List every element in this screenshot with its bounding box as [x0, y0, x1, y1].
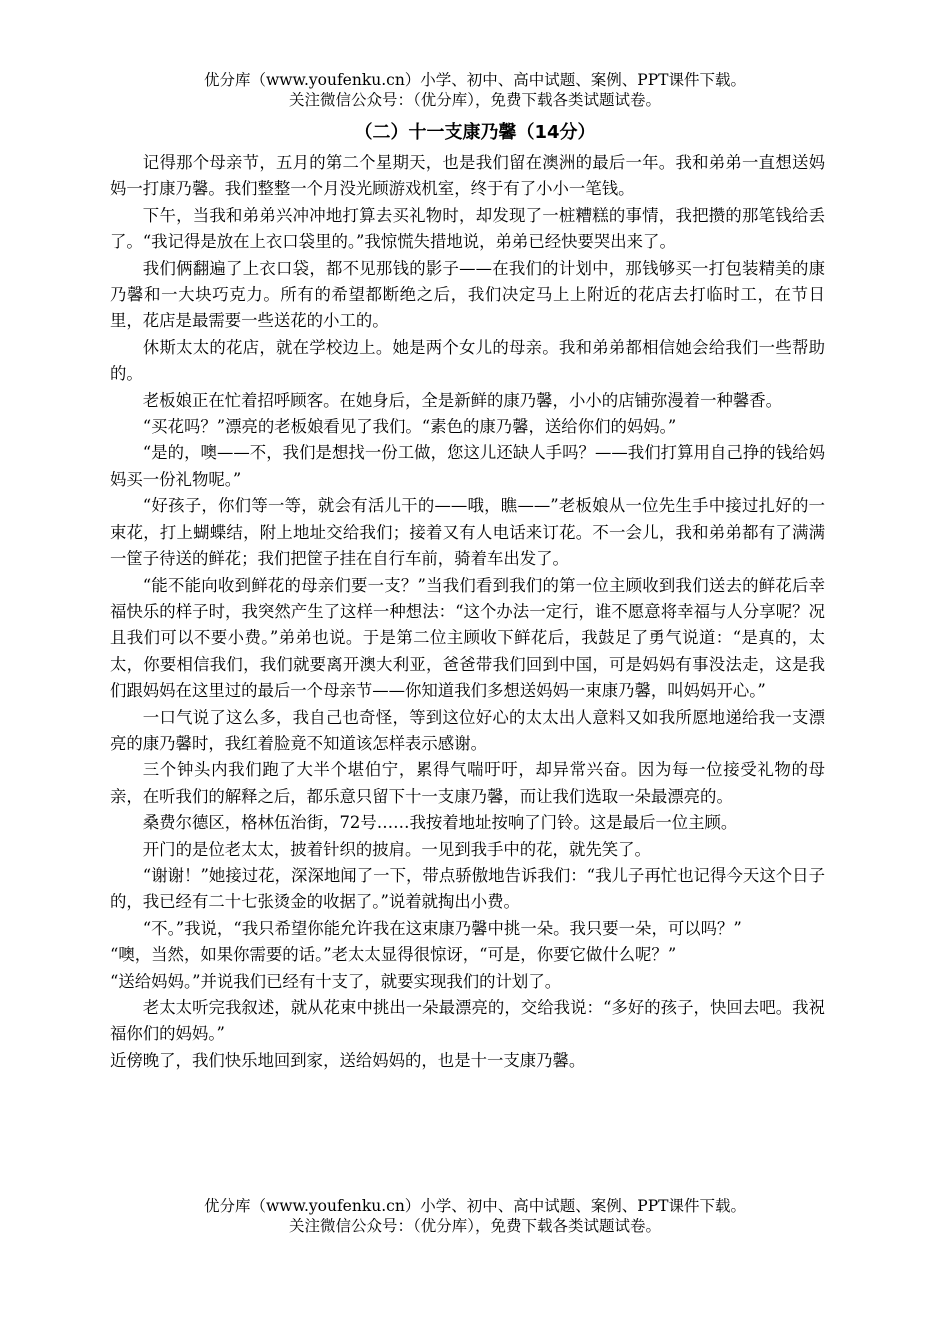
header-line-2: 关注微信公众号：（优分库），免费下载各类试题试卷。: [288, 91, 661, 109]
paragraph: “买花吗？”漂亮的老板娘看见了我们。“素色的康乃馨，送给你们的妈妈。”: [142, 417, 677, 437]
page-header: [0, 70, 950, 110]
paragraph: “是的，噢——不，我们是想找一份工做，您这儿还缺人手吗？——我们打算用自己挣的钱给妈妈买一份礼物呢。”: [110, 443, 825, 489]
paragraph: 桑费尔德区，格林伍治街，72号……我按着地址按响了门铃。这是最后一位主顾。: [142, 813, 738, 833]
page-footer: [0, 1196, 950, 1236]
paragraph: “能不能向收到鲜花的母亲们要一支？”当我们看到我们的第一位主顾收到我们送去的鲜花后幸福快乐的样子时，我突然产生了这样一种想法：“这个办法一定行，谁不愿意将幸福与人分享呢？况且我们可以不要小费。”弟弟也说。于是第二位主顾收下鲜花后，我鼓足了勇气说道：“是真的，太太，你要相信我们，我们就要离开澳大利亚，爸爸带我们回到中国，可是妈妈有事没法走，这是我们跟妈妈在这里过的最后一个母亲节——你知道我们多想送妈妈一束康乃馨，叫妈妈开心。”: [110, 575, 825, 701]
paragraph: 下午，当我和弟弟兴冲冲地打算去买礼物时，却发现了一桩糟糕的事情，我把攒的那笔钱给丢了。“我记得是放在上衣口袋里的。”我惊慌失措地说，弟弟已经快要哭出来了。: [110, 205, 825, 252]
paragraph: 三个钟头内我们跑了大半个堪伯宁，累得气喘吁吁，却异常兴奋。因为每一位接受礼物的母亲，在听我们的解释之后，都乐意只留下十一支康乃馨，而让我们选取一朵最漂亮的。: [110, 760, 825, 806]
paragraph: “不。”我说，“我只希望你能允许我在这束康乃馨中挑一朵。我只要一朵，可以吗？”: [142, 918, 742, 938]
paragraph: “谢谢！”她接过花，深深地闻了一下，带点骄傲地告诉我们：“我儿子再忙也记得今天这个日子的，我已经有二十七张烫金的收据了。”说着就掏出小费。: [110, 865, 825, 912]
footer-line-1: 优分库（www.youfenku.cn）小学、初中、高中试题、案例、PPT课件下载。: [203, 1197, 747, 1215]
paragraph: 老板娘正在忙着招呼顾客。在她身后，全是新鲜的康乃馨，小小的店铺弥漫着一种馨香。: [142, 390, 783, 410]
paragraph: “好孩子，你们等一等，就会有活儿干的——哦，瞧——”老板娘从一位先生手中接过扎好的一束花，打上蝴蝶结，附上地址交给我们；接着又有人电话来订花。不一会儿，我和弟弟都有了满满一筐子待送的鲜花；我们把筐子挂在自行车前，骑着车出发了。: [110, 496, 825, 569]
header-line-1: 优分库（www.youfenku.cn）小学、初中、高中试题、案例、PPT课件下载。: [203, 71, 747, 89]
paragraph: 我们俩翻遍了上衣口袋，都不见那钱的影子——在我们的计划中，那钱够买一打包装精美的康乃馨和一大块巧克力。所有的希望都断绝之后，我们决定马上上附近的花店去打临时工，在节日里，花店是最需要一些送花的小工的。: [110, 258, 825, 331]
article-title: （二）十一支康乃馨（14分）: [354, 122, 596, 143]
paragraph: 记得那个母亲节，五月的第二个星期天，也是我们留在澳洲的最后一年。我和弟弟一直想送妈妈一打康乃馨。我们整整一个月没光顾游戏机室，终于有了小小一笔钱。: [110, 153, 825, 199]
article-body: [110, 150, 825, 1074]
paragraph: 老太太听完我叙述，就从花束中挑出一朵最漂亮的，交给我说：“多好的孩子，快回去吧。我祝福你们的妈妈。”: [110, 998, 825, 1044]
paragraph: 近傍晚了，我们快乐地回到家，送给妈妈的，也是十一支康乃馨。: [110, 1050, 586, 1070]
paragraph: “送给妈妈。”并说我们已经有十支了，就要实现我们的计划了。: [110, 971, 562, 991]
paragraph: 休斯太太的花店，就在学校边上。她是两个女儿的母亲。我和弟弟都相信她会给我们一些帮助的。: [110, 337, 825, 384]
footer-line-2: 关注微信公众号：（优分库），免费下载各类试题试卷。: [288, 1217, 661, 1235]
paragraph: 开门的是位老太太，披着针织的披肩。一见到我手中的花，就先笑了。: [142, 839, 651, 859]
paragraph: “噢，当然，如果你需要的话。”老太太显得很惊讶，“可是，你要它做什么呢？”: [110, 945, 677, 965]
paragraph: 一口气说了这么多，我自己也奇怪，等到这位好心的太太出人意料又如我所愿地递给我一支漂亮的康乃馨时，我红着脸竟不知道该怎样表示感谢。: [110, 707, 825, 753]
